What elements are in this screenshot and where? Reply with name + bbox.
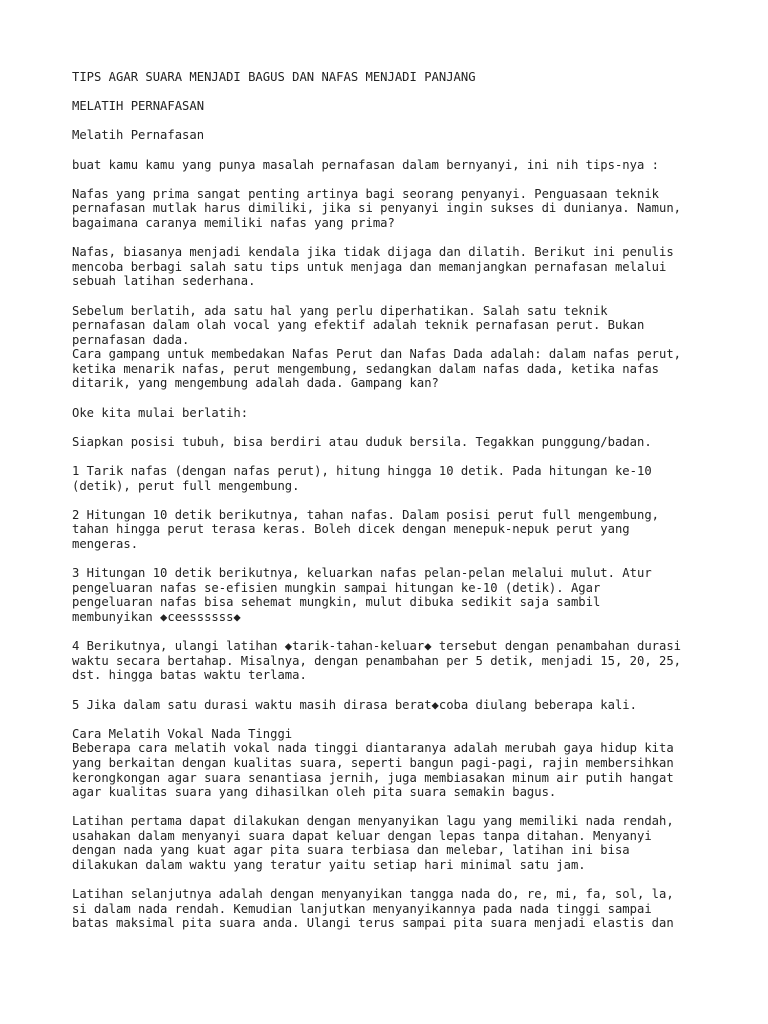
blank-line [72, 493, 712, 508]
text-line: Cara Melatih Vokal Nada Tinggi [72, 726, 293, 741]
text-line: Nafas yang prima sangat penting artinya bagi seorang penyanyi. Penguasaan teknik [72, 186, 659, 201]
text-line: Sebelum berlatih, ada satu hal yang perlu diperhatikan. Salah satu teknik [72, 303, 608, 318]
text-line: usahakan dalam menyanyi suara dapat keluar dengan lepas tanpa ditahan. Menyanyi [72, 828, 652, 843]
text-line: Latihan selanjutnya adalah dengan menyanyikan tangga nada do, re, mi, fa, sol, la, [72, 887, 674, 902]
text-line: 3 Hitungan 10 detik berikutnya, keluarkan nafas pelan-pelan melalui mulut. Atur [72, 566, 652, 581]
blank-line [72, 172, 712, 187]
text-line: pernafasan dalam olah vocal yang efektif adalah teknik pernafasan perut. Bukan [72, 318, 645, 333]
text-line: dengan nada yang kuat agar pita suara terbiasa dan melebar, latihan ini bisa [72, 843, 630, 858]
blank-line [72, 143, 712, 158]
text-line: mengeras. [72, 537, 139, 551]
text-line: tahan hingga perut terasa keras. Boleh dicek dengan menepuk-nepuk perut yang [72, 522, 630, 537]
blank-line [72, 420, 712, 435]
text-line: pernafasan dada. [72, 332, 190, 347]
text-line: Nafas, biasanya menjadi kendala jika tidak dijaga dan dilatih. Berikut ini penulis [72, 245, 674, 260]
text-line: kerongkongan agar suara senantiasa jernih, juga membiasakan minum air putih hangat [72, 770, 674, 785]
text-line: Cara gampang untuk membedakan Nafas Perut dan Nafas Dada adalah: dalam nafas perut, [72, 347, 682, 362]
text-line: membunyikan ◆ceessssss◆ [72, 609, 241, 624]
text-line: Melatih Pernafasan [72, 128, 205, 143]
blank-line [72, 552, 712, 567]
blank-line [72, 625, 712, 640]
text-line: batas maksimal pita suara anda. Ulangi terus sampai pita suara menjadi elastis dan [72, 916, 674, 931]
blank-line [72, 800, 712, 815]
text-line: pengeluaran nafas se-efisien mungkin sampai hitungan ke-10 (detik). Agar [72, 580, 601, 595]
text-line: agar kualitas suara yang dihasilkan oleh pita suara semakin bagus. [72, 785, 557, 800]
text-line: 5 Jika dalam satu durasi waktu masih dirasa berat◆coba diulang beberapa kali. [72, 697, 637, 712]
blank-line [72, 873, 712, 888]
text-line: sebuah latihan sederhana. [72, 274, 256, 289]
blank-line [72, 712, 712, 727]
blank-line [72, 114, 712, 129]
text-line: 1 Tarik nafas (dengan nafas perut), hitung hingga 10 detik. Pada hitungan ke-10 [72, 464, 652, 479]
text-line: buat kamu kamu yang punya masalah pernafasan dalam bernyanyi, ini nih tips-nya : [72, 157, 659, 172]
text-line: Latihan pertama dapat dilakukan dengan menyanyikan lagu yang memiliki nada rendah, [72, 814, 674, 829]
text-line: Oke kita mulai berlatih: [72, 405, 249, 420]
document-title: TIPS AGAR SUARA MENJADI BAGUS DAN NAFAS MENJADI PANJANG [72, 70, 476, 84]
blank-line [72, 449, 712, 464]
blank-line [72, 289, 712, 304]
document-text [72, 70, 712, 931]
text-line: 4 Berikutnya, ulangi latihan ◆tarik-tahan-keluar◆ tersebut dengan penambahan durasi [72, 639, 682, 654]
text-line: Siapkan posisi tubuh, bisa berdiri atau duduk bersila. Tegakkan punggung/badan. [72, 434, 652, 449]
text-line: (detik), perut full mengembung. [72, 478, 300, 493]
text-line: 2 Hitungan 10 detik berikutnya, tahan nafas. Dalam posisi perut full mengembung, [72, 507, 659, 522]
text-line: dst. hingga batas waktu terlama. [72, 668, 307, 683]
text-line: mencoba berbagi salah satu tips untuk menjaga dan memanjangkan pernafasan melalui [72, 259, 667, 274]
text-line: ditarik, yang mengembung adalah dada. Gampang kan? [72, 376, 439, 391]
text-line: ketika menarik nafas, perut mengembung, sedangkan dalam nafas dada, ketika nafas [72, 361, 659, 376]
text-line: bagaimana caranya memiliki nafas yang prima? [72, 215, 395, 230]
text-line: pengeluaran nafas bisa sehemat mungkin, mulut dibuka sedikit saja sambil [72, 595, 601, 610]
blank-line [72, 391, 712, 406]
blank-line [72, 85, 712, 100]
text-line: MELATIH PERNAFASAN [72, 99, 205, 114]
text-line: si dalam nada rendah. Kemudian lanjutkan menyanyikannya pada nada tinggi sampai [72, 901, 652, 916]
text-line: dilakukan dalam waktu yang teratur yaitu setiap hari minimal satu jam. [72, 858, 586, 873]
blank-line [72, 231, 712, 246]
text-line: pernafasan mutlak harus dimiliki, jika si penyanyi ingin sukses di dunianya. Namun, [72, 201, 682, 216]
text-line: yang berkaitan dengan kualitas suara, seperti bangun pagi-pagi, rajin membersihkan [72, 755, 674, 770]
text-line: waktu secara bertahap. Misalnya, dengan penambahan per 5 detik, menjadi 15, 20, 25, [72, 653, 682, 668]
blank-line [72, 683, 712, 698]
text-line: Beberapa cara melatih vokal nada tinggi diantaranya adalah merubah gaya hidup kita [72, 741, 674, 756]
